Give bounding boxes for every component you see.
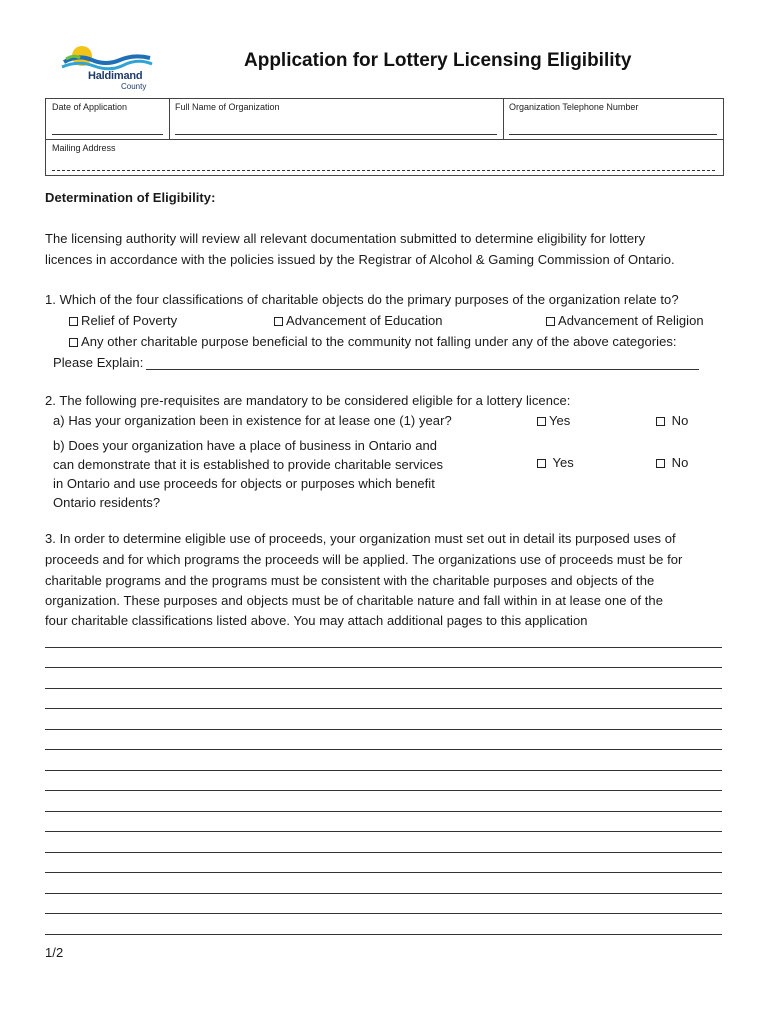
applicant-info-box (45, 98, 724, 176)
option-advancement-of-education[interactable] (274, 313, 443, 328)
no-label: No (671, 413, 689, 428)
eligibility-paragraph-line2: licences in accordance with the policies issued by the Registrar of Alcohol & Gaming Commission of Ontario. (45, 252, 675, 267)
date-of-application-label: Date of Application (52, 102, 128, 112)
answer-line[interactable] (45, 893, 722, 894)
question-2b-line4: Ontario residents? (53, 495, 161, 510)
checkbox[interactable] (274, 317, 283, 326)
applicant-info-row (46, 99, 723, 140)
page-title: Application for Lottery Licensing Eligibility (244, 50, 632, 71)
answer-line[interactable] (45, 667, 722, 668)
answer-line[interactable] (45, 729, 722, 730)
mailing-address-field[interactable] (52, 170, 715, 171)
option-label: Any other charitable purpose beneficial to the community not falling under any of the above categories: (81, 334, 677, 349)
answer-line[interactable] (45, 852, 722, 853)
question-3-line1: 3. In order to determine eligible use of proceeds, your organization must set out in detail its purposed uses of (45, 531, 676, 546)
option-label: Relief of Poverty (81, 313, 178, 328)
date-of-application-field[interactable] (52, 134, 163, 135)
question-2a-text: a) Has your organization been in existence for at lease one (1) year? (53, 413, 452, 428)
answer-line[interactable] (45, 708, 722, 709)
checkbox[interactable] (69, 338, 78, 347)
answer-line[interactable] (45, 647, 722, 648)
organization-name-field[interactable] (175, 134, 497, 135)
answer-line[interactable] (45, 770, 722, 771)
question-3-line5: four charitable classifications listed above. You may attach additional pages to this application (45, 613, 588, 628)
question-2a-yes[interactable] (537, 413, 570, 428)
logo-subtitle: County (121, 82, 147, 91)
question-2b-yes[interactable] (537, 455, 574, 470)
question-2b-line2: can demonstrate that it is established to provide charitable services (53, 457, 444, 472)
checkbox[interactable] (69, 317, 78, 326)
checkbox[interactable] (537, 417, 546, 426)
organization-name-label: Full Name of Organization (175, 102, 280, 112)
checkbox[interactable] (656, 417, 665, 426)
telephone-label: Organization Telephone Number (509, 102, 639, 112)
answer-line[interactable] (45, 872, 722, 873)
telephone-field[interactable] (509, 134, 717, 135)
question-3-line3: charitable programs and the programs must be consistent with the charitable purposes and objects of the (45, 573, 655, 588)
eligibility-paragraph-line1: The licensing authority will review all relevant documentation submitted to determine eligibility for lottery (45, 231, 646, 246)
date-of-application-cell (46, 99, 170, 139)
option-other-charitable-purpose[interactable] (69, 334, 677, 349)
question-2a-no[interactable] (656, 413, 688, 428)
no-label: No (671, 455, 689, 470)
telephone-cell (503, 99, 723, 139)
option-relief-of-poverty[interactable] (69, 313, 177, 328)
checkbox[interactable] (537, 459, 546, 468)
answer-line[interactable] (45, 688, 722, 689)
option-label: Advancement of Education (286, 313, 443, 328)
mailing-address-label: Mailing Address (52, 143, 116, 153)
page-number: 1/2 (45, 945, 64, 960)
answer-line[interactable] (45, 913, 722, 914)
question-2b-no[interactable] (656, 455, 688, 470)
please-explain-label: Please Explain: (53, 355, 144, 370)
question-1-text: 1. Which of the four classifications of charitable objects do the primary purposes of the organization relate to? (45, 292, 679, 307)
question-2b-line1: b) Does your organization have a place of business in Ontario and (53, 438, 438, 453)
answer-line[interactable] (45, 749, 722, 750)
answer-line[interactable] (45, 811, 722, 812)
logo-name: Haldimand (88, 70, 143, 82)
question-3-line4: organization. These purposes and objects must be of charitable nature and fall within in at lease one of the (45, 593, 663, 608)
please-explain-field[interactable] (146, 369, 699, 370)
option-advancement-of-religion[interactable] (546, 313, 704, 328)
question-2b-line3: in Ontario and use proceeds for objects or purposes which benefit (53, 476, 435, 491)
answer-line[interactable] (45, 790, 722, 791)
yes-label: Yes (549, 413, 571, 428)
answer-line[interactable] (45, 934, 722, 935)
answer-line[interactable] (45, 831, 722, 832)
checkbox[interactable] (546, 317, 555, 326)
eligibility-heading: Determination of Eligibility: (45, 190, 216, 205)
organization-name-cell (169, 99, 504, 139)
yes-label: Yes (552, 455, 574, 470)
option-label: Advancement of Religion (558, 313, 704, 328)
checkbox[interactable] (656, 459, 665, 468)
question-2-intro: 2. The following pre-requisites are mandatory to be considered eligible for a lottery licence: (45, 393, 571, 408)
question-3-line2: proceeds and for which programs the proceeds will be applied. The organizations use of proceeds must be for (45, 552, 683, 567)
